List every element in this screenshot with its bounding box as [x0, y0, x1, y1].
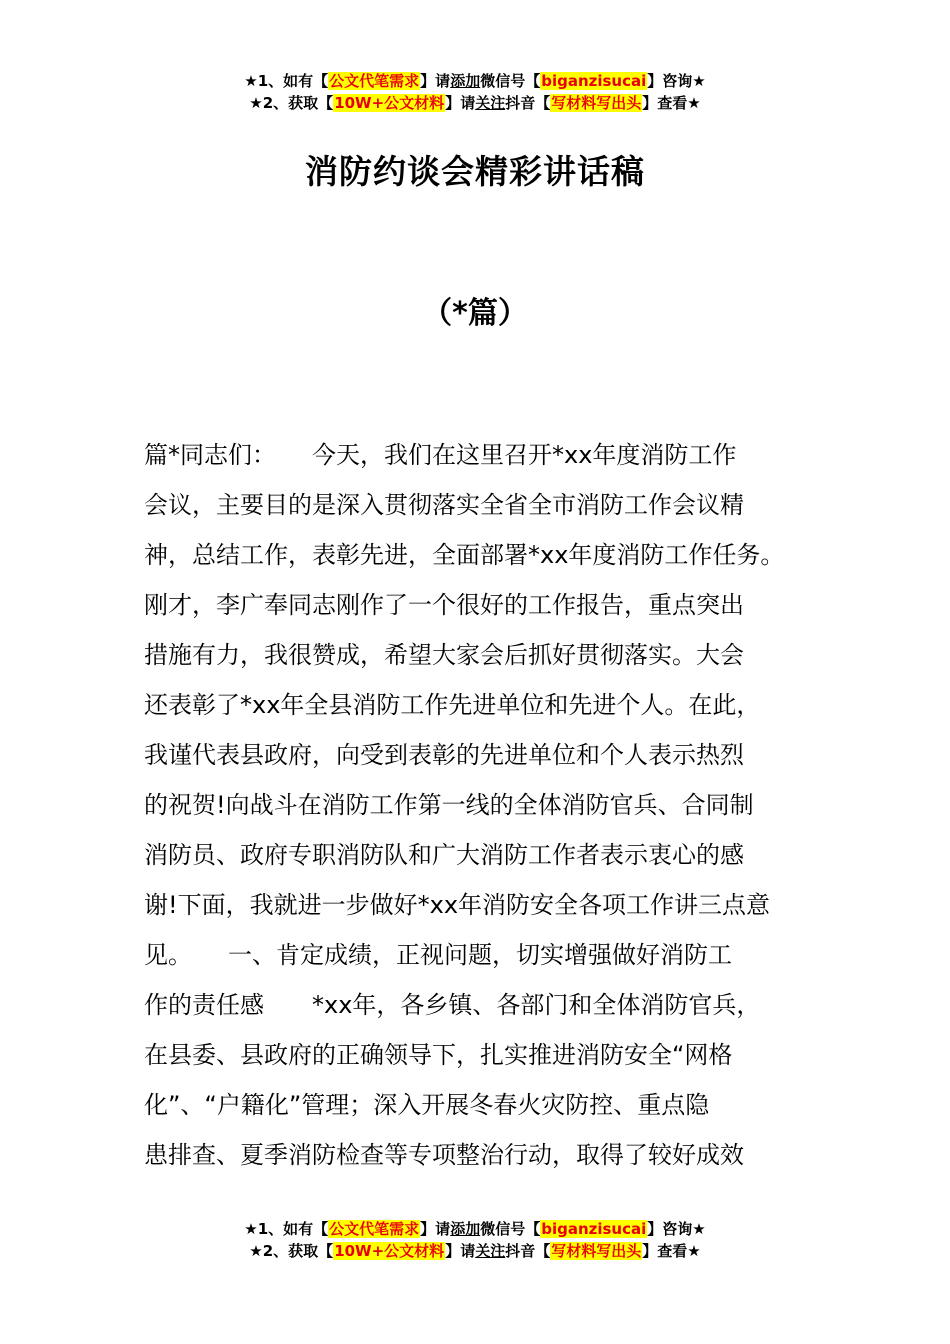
- footer-banner: [0, 1218, 950, 1262]
- banner-underline: 添加: [450, 1220, 481, 1238]
- banner-text: 】咨询★: [647, 1220, 706, 1238]
- body-line: 神，总结工作，表彰先进，全面部署*xx年度消防工作任务。: [144, 541, 785, 569]
- body-line: 篇*同志们： 今天，我们在这里召开*xx年度消防工作: [144, 441, 737, 469]
- banner-text: 抖音【: [505, 94, 551, 112]
- banner-text: 】请: [420, 72, 451, 90]
- banner-line-1: [0, 70, 950, 92]
- body-line: 在县委、县政府的正确领导下，扎实推进消防安全“网格: [144, 1041, 733, 1069]
- body-line: 会议，主要目的是深入贯彻落实全省全市消防工作会议精: [144, 491, 744, 519]
- banner-highlight: biganzisucai: [541, 1220, 647, 1238]
- banner-highlight: 公文代笔需求: [329, 1220, 420, 1238]
- banner-text: 抖音【: [505, 1242, 551, 1260]
- banner-underline: 关注: [475, 94, 506, 112]
- document-body: [144, 430, 820, 1180]
- banner-text: 】请: [445, 1242, 476, 1260]
- banner-line-2: [0, 92, 950, 114]
- banner-underline: 关注: [475, 1242, 506, 1260]
- body-line: 措施有力，我很赞成，希望大家会后抓好贯彻落实。大会: [144, 641, 744, 669]
- banner-text: ★2、获取【: [249, 1242, 334, 1260]
- body-line: 化”、“户籍化”管理；深入开展冬春火灾防控、重点隐: [144, 1091, 710, 1119]
- banner-text: ★1、如有【: [244, 1220, 329, 1238]
- banner-text: 】请: [445, 94, 476, 112]
- banner-text: 】查看★: [642, 1242, 701, 1260]
- body-line: 谢!下面，我就进一步做好*xx年消防安全各项工作讲三点意: [144, 891, 771, 919]
- body-line: 见。 一、肯定成绩，正视问题，切实增强做好消防工: [144, 941, 732, 969]
- body-line: 还表彰了*xx年全县消防工作先进单位和先进个人。在此，: [144, 691, 761, 719]
- banner-highlight: 写材料写出头: [551, 94, 642, 112]
- banner-text: 】请: [420, 1220, 451, 1238]
- banner-highlight: 10W+公文材料: [334, 94, 445, 112]
- body-line: 我谨代表县政府，向受到表彰的先进单位和个人表示热烈: [144, 741, 744, 769]
- banner-text: 】咨询★: [647, 72, 706, 90]
- banner-highlight: 公文代笔需求: [329, 72, 420, 90]
- body-line: 消防员、政府专职消防队和广大消防工作者表示衷心的感: [144, 841, 744, 869]
- banner-text: 】查看★: [642, 94, 701, 112]
- header-banner: [0, 70, 950, 114]
- body-line: 的祝贺!向战斗在消防工作第一线的全体消防官兵、合同制: [144, 791, 754, 819]
- document-title: 消防约谈会精彩讲话稿: [305, 152, 645, 191]
- banner-text: 微信号【: [480, 1220, 541, 1238]
- banner-highlight: biganzisucai: [541, 72, 647, 90]
- banner-text: ★1、如有【: [244, 72, 329, 90]
- body-line: 刚才，李广奉同志刚作了一个很好的工作报告，重点突出: [144, 591, 744, 619]
- document-subtitle: （*篇）: [422, 296, 528, 331]
- banner-highlight: 写材料写出头: [551, 1242, 642, 1260]
- body-line: 患排查、夏季消防检查等专项整治行动，取得了较好成效: [144, 1141, 744, 1169]
- banner-highlight: 10W+公文材料: [334, 1242, 445, 1260]
- banner-line-1: [0, 1218, 950, 1240]
- banner-line-2: [0, 1240, 950, 1262]
- banner-text: 微信号【: [480, 72, 541, 90]
- banner-underline: 添加: [450, 72, 481, 90]
- body-line: 作的责任感 *xx年，各乡镇、各部门和全体消防官兵，: [144, 991, 761, 1019]
- banner-text: ★2、获取【: [249, 94, 334, 112]
